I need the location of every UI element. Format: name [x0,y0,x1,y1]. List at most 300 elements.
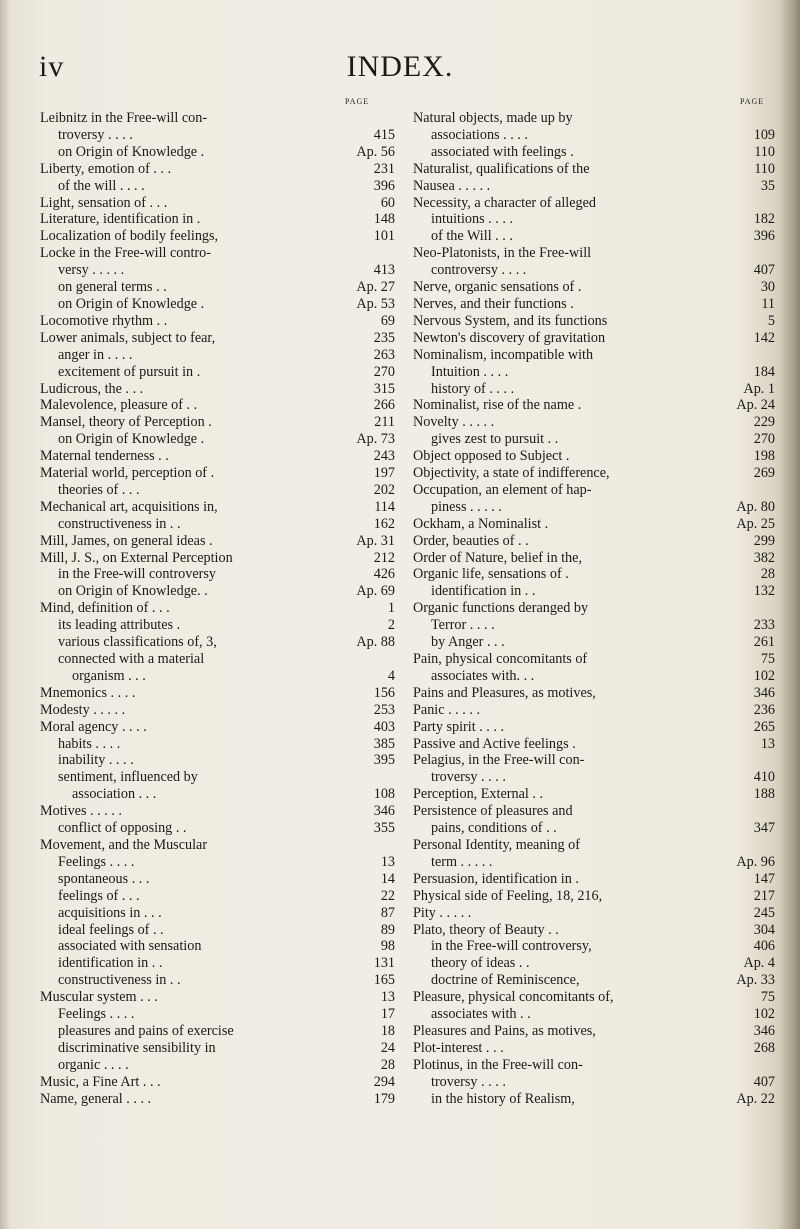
index-entry-page: Ap. 53 [356,295,395,312]
binding-shadow [0,0,10,1229]
index-entry-page: 182 [753,211,775,228]
index-entry-text: Nausea . . . . . [413,177,491,194]
index-entry-text: Object opposed to Subject . [413,448,570,465]
index-entry [40,245,395,262]
index-entry-text: Order, beauties of . . [413,532,529,549]
index-entry [413,550,775,567]
index-entry-text: associates with . . [431,1006,531,1023]
index-entry [40,127,395,144]
index-entry-page: 109 [753,126,775,143]
index-entry-text: Persistence of pleasures and [413,803,573,820]
index-entry-page: Ap. 56 [356,143,395,160]
index-entry-text: Mind, definition of . . . [40,600,170,617]
index-entry-text: Music, a Fine Art . . . [40,1073,161,1090]
index-entry [40,786,395,803]
index-entry [413,668,775,685]
index-entry-text: Moral agency . . . . [40,718,147,735]
index-entry-text: Terror . . . . [431,617,495,634]
index-entry [413,262,775,279]
index-column-right [413,110,775,1107]
index-entry-page: 268 [753,1039,775,1056]
index-entry [413,972,775,989]
index-entry-page: 156 [373,684,395,701]
index-entry-text: pleasures and pains of exercise [58,1022,234,1039]
index-entry-text: organism . . . [72,667,146,684]
index-entry [413,1023,775,1040]
index-entry [40,1091,395,1108]
index-entry-text: Plato, theory of Beauty . . [413,921,559,938]
index-entry-text: identification in . . [431,583,536,600]
index-entry [413,347,775,364]
index-entry-text: on general terms . . [58,279,167,296]
index-entry-page: 4 [387,667,395,684]
index-entry-page: 101 [373,228,395,245]
index-entry-text: Pleasure, physical concomitants of, [413,989,614,1006]
index-entry-text: Mechanical art, acquisitions in, [40,498,218,515]
index-entry-text: Nervous System, and its functions [413,312,608,329]
index-entry-text: Objectivity, a state of indifference, [413,465,610,482]
index-entry-page: 188 [753,786,775,803]
index-entry-page: 24 [380,1039,395,1056]
index-entry-text: Mansel, theory of Perception . [40,414,212,431]
index-entry-text: Pleasures and Pains, as motives, [413,1022,596,1039]
index-entry-text: associated with feelings . [431,143,574,160]
index-entry-page: 217 [753,887,775,904]
index-entry [413,583,775,600]
index-entry-text: Modesty . . . . . [40,701,126,718]
index-entry [413,837,775,854]
index-entry-text: identification in . . [58,955,163,972]
index-entry-text: constructiveness in . . [58,515,181,532]
index-entry-text: associated with sensation [58,938,202,955]
index-entry [413,938,775,955]
index-entry-page: 202 [373,481,395,498]
index-entry-page: 147 [753,870,775,887]
index-entry-text: Newton's discovery of gravitation [413,329,606,346]
index-entry-text: Muscular system . . . [40,989,158,1006]
index-entry-page: 261 [753,634,775,651]
index-entry [40,144,395,161]
index-entry-page: 347 [753,820,775,837]
index-entry-page: 211 [374,414,395,431]
index-entry [413,719,775,736]
index-entry-text: anger in . . . . [58,346,133,363]
index-entry [413,871,775,888]
index-entry [413,245,775,262]
index-entry [40,499,395,516]
index-entry [413,397,775,414]
index-entry-page: 346 [753,1022,775,1039]
index-entry [40,719,395,736]
index-entry [413,161,775,178]
index-entry-text: Pain, physical concomitants of [413,651,588,667]
index-entry [40,347,395,364]
index-entry [413,803,775,820]
index-entry-text: Mill, J. S., on External Perception [40,549,233,566]
index-entry-page: Ap. 27 [356,279,395,296]
index-entry [40,972,395,989]
index-entry [413,431,775,448]
index-entry-page: 2 [387,617,395,634]
index-entry-page: Ap. 80 [736,498,775,515]
index-entry-page: 403 [373,718,395,735]
index-entry [413,195,775,212]
index-entry-text: on Origin of Knowledge . [58,143,205,160]
index-entry-text: troversy . . . . [58,126,133,143]
index-entry-text: Name, general . . . . [40,1090,152,1107]
index-entry-text: Panic . . . . . [413,701,480,718]
index-entry [413,566,775,583]
index-entry-text: by Anger . . . [431,634,505,651]
index-entry [413,228,775,245]
index-entry [413,482,775,499]
page-title: INDEX. [346,50,454,83]
index-entry-page: 229 [753,414,775,431]
index-entry-page: 114 [374,498,395,515]
index-entry-page: 346 [753,684,775,701]
index-entry-text: doctrine of Reminiscence, [431,972,580,989]
index-entry-page: 233 [753,617,775,634]
index-entry [40,211,395,228]
index-entry [413,414,775,431]
index-entry-page: 197 [373,465,395,482]
index-entry [413,211,775,228]
index-entry-page: 396 [753,228,775,245]
index-entry-page: 355 [373,820,395,837]
index-entry-page: 28 [760,566,775,583]
index-entry [413,330,775,347]
index-entry-text: Movement, and the Muscular [40,836,208,853]
index-entry [413,685,775,702]
index-entry [413,651,775,668]
index-entry [413,955,775,972]
index-entry-text: connected with a material [58,651,205,667]
index-entry-text: Natural objects, made up by [413,110,573,126]
index-entry-text: Lower animals, subject to fear, [40,329,216,346]
index-entry-page: Ap. 24 [736,397,775,414]
index-entry-text: piness . . . . . [431,498,502,515]
index-entry-page: 132 [753,583,775,600]
index-entry [413,279,775,296]
index-entry-page: 270 [373,363,395,380]
index-entry-text: Locomotive rhythm . . [40,312,168,329]
index-entry [40,752,395,769]
index-entry [40,566,395,583]
index-entry-page: 17 [380,1006,395,1023]
index-entry [413,617,775,634]
index-entry-page: 413 [373,262,395,279]
index-entry-page: 270 [753,431,775,448]
index-entry-page: 87 [380,904,395,921]
index-entry-text: on Origin of Knowledge . [58,295,205,312]
index-entry [40,668,395,685]
index-entry-text: discriminative sensibility in [58,1039,216,1056]
index-entry-page: Ap. 25 [736,515,775,532]
index-entry-text: Nominalist, rise of the name . [413,397,582,414]
index-entry-text: in the Free-will controversy, [431,938,592,955]
index-entry-text: of the will . . . . [58,177,145,194]
index-entry-page: 102 [753,667,775,684]
index-entry-page: 75 [760,651,775,667]
index-entry [40,465,395,482]
index-entry [413,888,775,905]
index-entry [40,617,395,634]
index-entry-text: Light, sensation of . . . [40,194,168,211]
index-entry-text: associates with. . . [431,667,535,684]
index-entry-text: constructiveness in . . [58,972,181,989]
index-entry [40,364,395,381]
index-entry [413,1091,775,1108]
index-entry [413,769,775,786]
index-entry-page: 231 [373,160,395,177]
index-entry [40,1074,395,1091]
index-entry-page: 13 [380,853,395,870]
index-entry-page: Ap. 31 [356,532,395,549]
index-entry-page: 110 [754,143,775,160]
index-entry [40,1057,395,1074]
index-entry-page: 235 [373,329,395,346]
index-entry-page: 108 [373,786,395,803]
index-entry [40,1023,395,1040]
index-entry-page: 110 [754,160,775,177]
index-entry-page: Ap. 22 [736,1090,775,1107]
index-entry-text: Occupation, an element of hap- [413,481,592,498]
index-entry-page: 22 [380,887,395,904]
index-entry-page: 382 [753,549,775,566]
index-entry [413,499,775,516]
index-entry-page: 315 [373,380,395,397]
index-entry-text: spontaneous . . . [58,870,150,887]
index-entry-page: 35 [760,177,775,194]
index-entry [413,448,775,465]
index-entry-text: Necessity, a character of alleged [413,194,597,211]
index-entry [413,786,775,803]
index-entry [40,888,395,905]
index-entry-page: 98 [380,938,395,955]
index-entry-text: Locke in the Free-will contro- [40,245,211,262]
index-entry-text: Pity . . . . . [413,904,472,921]
index-entry-text: Ockham, a Nominalist . [413,515,549,532]
page-number: iv [39,50,65,83]
index-entry [413,533,775,550]
index-entry [40,296,395,313]
index-entry-text: excitement of pursuit in . [58,363,201,380]
index-entry-text: on Origin of Knowledge. . [58,583,208,600]
index-entry [40,313,395,330]
index-entry-text: inability . . . . [58,752,134,769]
index-entry-text: Material world, perception of . [40,465,215,482]
index-entry-page: 165 [373,972,395,989]
index-entry-page: Ap. 88 [356,634,395,651]
index-entry [40,178,395,195]
index-entry-page: 5 [767,312,775,329]
index-entry-text: Motives . . . . . [40,803,122,820]
index-entry-page: Ap. 96 [736,853,775,870]
index-entry-text: Ludicrous, the . . . [40,380,144,397]
index-entry-page: Ap. 73 [356,431,395,448]
index-entry-text: Physical side of Feeling, 18, 216, [413,887,603,904]
index-entry-text: Organic functions deranged by [413,600,589,617]
index-entry [40,634,395,651]
index-entry-text: Leibnitz in the Free-will con- [40,110,208,126]
index-entry-page: 148 [373,211,395,228]
index-entry-page: 28 [380,1056,395,1073]
index-entry-text: gives zest to pursuit . . [431,431,559,448]
index-entry-text: history of . . . . [431,380,515,397]
index-entry-page: Ap. 1 [743,380,775,397]
index-entry-page: 198 [753,448,775,465]
index-entry [40,110,395,127]
index-entry [40,161,395,178]
index-entry [40,533,395,550]
index-entry-text: organic . . . . [58,1056,129,1073]
index-entry-text: Order of Nature, belief in the, [413,549,582,566]
index-entry-page: 266 [373,397,395,414]
index-entry-text: Nerve, organic sensations of . [413,279,582,296]
index-entry-page: Ap. 4 [743,955,775,972]
index-entry-text: Malevolence, pleasure of . . [40,397,198,414]
index-entry-page: 162 [373,515,395,532]
index-entry [40,550,395,567]
index-entry [40,989,395,1006]
index-entry-text: Nominalism, incompatible with [413,346,594,363]
index-entry [413,989,775,1006]
page-column-label-left: PAGE [345,97,370,106]
index-entry-page: 407 [753,262,775,279]
index-entry-page: 253 [373,701,395,718]
index-entry-text: Party spirit . . . . [413,718,505,735]
index-entry-page: 269 [753,465,775,482]
index-entry-text: acquisitions in . . . [58,904,162,921]
index-entry-page: 89 [380,921,395,938]
index-entry-page: 75 [760,989,775,1006]
index-entry [40,803,395,820]
index-entry-page: 395 [373,752,395,769]
index-entry-text: Plotinus, in the Free-will con- [413,1056,583,1073]
index-entry [40,854,395,871]
index-entry [40,938,395,955]
index-entry-text: troversy . . . . [431,1073,506,1090]
index-entry-text: Literature, identification in . [40,211,201,228]
index-entry-text: Feelings . . . . [58,853,135,870]
index-entry-page: 406 [753,938,775,955]
index-entry-page: Ap. 33 [736,972,775,989]
index-entry-page: 415 [373,126,395,143]
index-entry [40,1006,395,1023]
index-entry [413,127,775,144]
index-entry [413,144,775,161]
index-entry-page: 142 [753,329,775,346]
index-entry-text: Persuasion, identification in . [413,870,579,887]
index-entry-text: Maternal tenderness . . [40,448,169,465]
index-entry-page: 18 [380,1022,395,1039]
index-entry-page: 1 [387,600,395,617]
index-entry [40,600,395,617]
index-entry [413,854,775,871]
index-entry-text: Localization of bodily feelings, [40,228,219,245]
index-entry-text: Organic life, sensations of . [413,566,569,583]
index-entry [40,583,395,600]
index-entry [413,634,775,651]
index-entry-text: its leading attributes . [58,617,181,634]
index-entry-page: 410 [753,769,775,786]
index-entry [413,364,775,381]
index-entry-text: versy . . . . . [58,262,125,279]
index-entry [413,922,775,939]
index-entry-text: conflict of opposing . . [58,820,187,837]
index-entry-text: association . . . [72,786,157,803]
index-entry-page: 102 [753,1006,775,1023]
index-entry-text: in the Free-will controversy [58,566,216,583]
index-entry-page: 299 [753,532,775,549]
index-entry-text: Nerves, and their functions . [413,295,574,312]
index-entry-text: on Origin of Knowledge . [58,431,205,448]
index-entry-page: 243 [373,448,395,465]
index-entry-text: Novelty . . . . . [413,414,495,431]
index-entry-text: in the history of Realism, [431,1090,575,1107]
index-entry-text: Intuition . . . . [431,363,509,380]
index-entry-text: Neo-Platonists, in the Free-will [413,245,592,262]
index-entry [413,1006,775,1023]
index-entry [40,381,395,398]
index-entry [40,195,395,212]
index-entry-page: 396 [373,177,395,194]
index-entry-page: 60 [380,194,395,211]
index-entry [413,313,775,330]
index-entry-page: 131 [373,955,395,972]
index-entry [413,736,775,753]
index-entry [40,871,395,888]
index-entry [413,296,775,313]
index-entry-page: 236 [753,701,775,718]
index-entry-text: theory of ideas . . [431,955,530,972]
index-entry [40,922,395,939]
index-entry [413,600,775,617]
index-entry [40,330,395,347]
index-entry-page: Ap. 69 [356,583,395,600]
index-entry-page: 265 [753,718,775,735]
index-entry-page: 13 [760,735,775,752]
index-entry-text: of the Will . . . [431,228,513,245]
index-entry [40,651,395,668]
index-entry [40,431,395,448]
index-entry [40,820,395,837]
index-entry-text: Plot-interest . . . [413,1039,504,1056]
index-entry [40,414,395,431]
index-entry [40,837,395,854]
index-entry-text: Mnemonics . . . . [40,684,136,701]
index-entry-page: 13 [380,989,395,1006]
index-entry-page: 426 [373,566,395,583]
index-entry [40,279,395,296]
index-entry [40,482,395,499]
index-entry-text: Passive and Active feelings . [413,735,576,752]
index-entry-text: controversy . . . . [431,262,527,279]
index-entry-page: 346 [373,803,395,820]
index-entry-text: Feelings . . . . [58,1006,135,1023]
index-entry [40,516,395,533]
index-entry-text: feelings of . . . [58,887,140,904]
index-entry [413,465,775,482]
index-entry-page: 212 [373,549,395,566]
index-entry-page: 14 [380,870,395,887]
index-entry-text: associations . . . . [431,126,528,143]
index-entry [40,397,395,414]
index-entry-text: sentiment, influenced by [58,769,198,786]
index-entry [413,905,775,922]
index-entry-text: Liberty, emotion of . . . [40,160,172,177]
index-entry-text: Naturalist, qualifications of the [413,160,590,177]
